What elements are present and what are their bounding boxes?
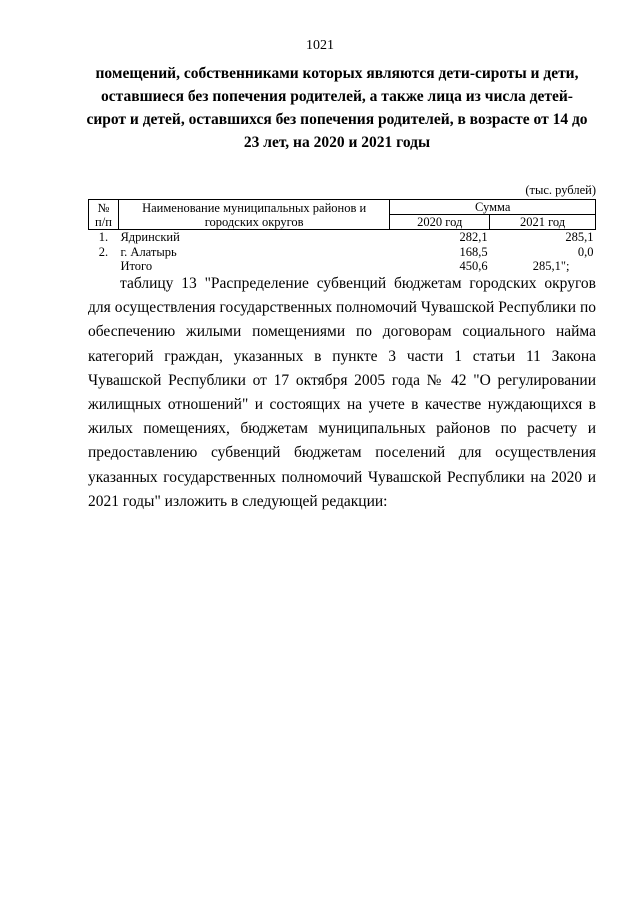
row-number: 1.: [98, 230, 109, 245]
header-year-2021: 2021 год: [490, 215, 596, 230]
row-value-2021: 0,0: [577, 244, 594, 259]
body-paragraph: таблицу 13 "Распределение субвенций бюджетам городских округов для осуществления государственных полномочий Чувашской Республики по обеспечению жилыми помещениями по договорам социального найма категорий граждан, указанных в пункте 3 части 1 статьи 11 Закона Чувашской Республики от 17 октября 2005 года № 42 "О регулировании жилищных отношений" и состоящих на учете в качестве нуждающихся в жилых помещениях, бюджетам муниципальных районов по расчету и предоставлению субвенций бюджетам поселений для осуществления указанных государственных полномочий Чувашской Республики на 2020 и 2021 годы" изложить в следующей редакции:: [88, 275, 596, 510]
table-row: [89, 245, 596, 260]
header-year-2020: 2020 год: [390, 215, 490, 230]
row-value-2021: 285,1: [565, 230, 594, 245]
total-label: Итого: [120, 259, 153, 274]
page-number: 1021: [306, 38, 334, 53]
section-heading: помещений, собственниками которых являются дети-сироты и дети, оставшиеся без попечения родителей, а также лица из числа детей-сирот и детей, оставшихся без попечения родителей, в возрасте от 14 до 23 лет, на 2020 и 2021 годы: [86, 65, 588, 151]
row-name: г. Алатырь: [120, 244, 177, 259]
units-label: (тыс. рублей): [525, 183, 596, 197]
row-name: Ядринский: [120, 230, 180, 245]
subsidy-table: [88, 199, 596, 274]
total-value-2021: 285,1";: [532, 259, 570, 274]
row-value-2020: 168,5: [459, 244, 488, 259]
table-row: [89, 230, 596, 245]
header-sum: Сумма: [390, 200, 596, 215]
total-value-2020: 450,6: [459, 259, 488, 274]
row-value-2020: 282,1: [459, 230, 488, 245]
header-name: Наименование муниципальных районов и городских округов: [118, 200, 389, 230]
row-number: 2.: [98, 244, 109, 259]
header-num: № п/п: [89, 200, 119, 230]
